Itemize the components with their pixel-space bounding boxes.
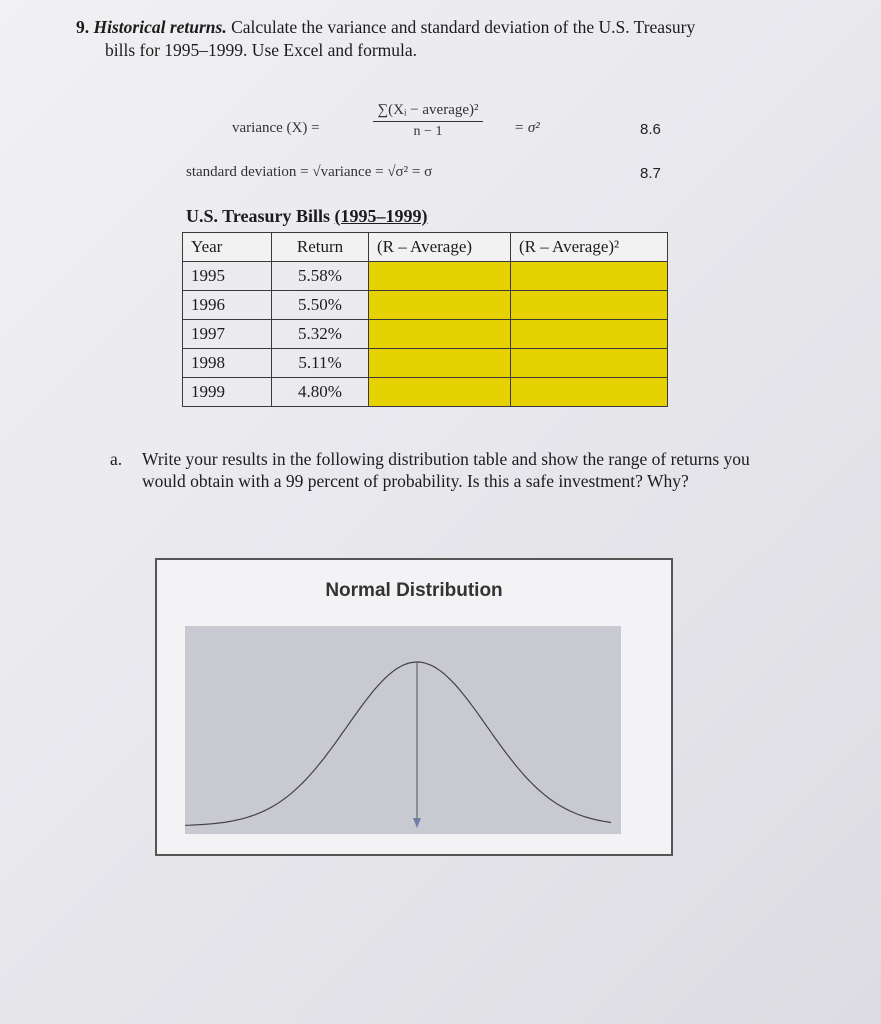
cell-return: 4.80% bbox=[272, 378, 369, 407]
cell-deviation-squared[interactable] bbox=[511, 349, 668, 378]
header-return: Return bbox=[272, 233, 369, 262]
table-row bbox=[183, 349, 668, 378]
table-row bbox=[183, 262, 668, 291]
variance-denominator: n − 1 bbox=[413, 124, 443, 139]
table-title-prefix: U.S. Treasury Bills bbox=[186, 206, 335, 226]
bell-curve bbox=[185, 662, 611, 826]
header-deviation: (R – Average) bbox=[369, 233, 511, 262]
variance-numerator: ∑(Xᵢ − average)² bbox=[373, 102, 482, 122]
cell-deviation-squared[interactable] bbox=[511, 320, 668, 349]
chart-title: Normal Distribution bbox=[325, 580, 503, 601]
cell-year: 1999 bbox=[183, 378, 272, 407]
cell-year: 1997 bbox=[183, 320, 272, 349]
variance-label: variance (X) = bbox=[232, 120, 320, 136]
treasury-bills-table bbox=[182, 232, 668, 407]
table-row bbox=[183, 291, 668, 320]
problem-line-1 bbox=[76, 16, 796, 39]
problem-statement bbox=[76, 16, 796, 62]
part-a-label: a. bbox=[110, 449, 123, 469]
cell-return: 5.11% bbox=[272, 349, 369, 378]
cell-deviation-squared[interactable] bbox=[511, 262, 668, 291]
cell-deviation[interactable] bbox=[369, 320, 511, 349]
problem-text-1: Calculate the variance and standard deviation of the U.S. Treasury bbox=[231, 17, 696, 37]
plot-area bbox=[185, 626, 621, 834]
cell-deviation[interactable] bbox=[369, 262, 511, 291]
table-row bbox=[183, 378, 668, 407]
cell-return: 5.32% bbox=[272, 320, 369, 349]
mean-arrow-icon bbox=[413, 818, 421, 828]
cell-deviation-squared[interactable] bbox=[511, 291, 668, 320]
equation-number-8-6: 8.6 bbox=[640, 121, 661, 138]
cell-deviation-squared[interactable] bbox=[511, 378, 668, 407]
bell-curve-plot bbox=[185, 626, 621, 834]
table-title bbox=[186, 206, 428, 227]
problem-number: 9. bbox=[76, 17, 90, 37]
normal-distribution-chart bbox=[155, 558, 673, 856]
table-header-row bbox=[183, 233, 668, 262]
header-year: Year bbox=[183, 233, 272, 262]
header-deviation-squared: (R – Average)² bbox=[511, 233, 668, 262]
cell-deviation[interactable] bbox=[369, 349, 511, 378]
part-a-text: Write your results in the following distribution table and show the range of returns you would obtain with a 99 percent of probability. Is this a safe investment? Why? bbox=[142, 449, 750, 491]
cell-deviation[interactable] bbox=[369, 378, 511, 407]
cell-return: 5.50% bbox=[272, 291, 369, 320]
cell-year: 1995 bbox=[183, 262, 272, 291]
problem-text-2: bills for 1995–1999. Use Excel and formula. bbox=[105, 40, 418, 60]
table-row bbox=[183, 320, 668, 349]
problem-title: Historical returns. bbox=[93, 17, 227, 37]
cell-year: 1998 bbox=[183, 349, 272, 378]
variance-fraction bbox=[348, 102, 508, 140]
cell-return: 5.58% bbox=[272, 262, 369, 291]
standard-deviation-formula: standard deviation = √variance = √σ² = σ bbox=[186, 164, 433, 180]
part-a bbox=[110, 448, 790, 492]
cell-deviation[interactable] bbox=[369, 291, 511, 320]
table-title-years: (1995–1999) bbox=[334, 206, 428, 226]
cell-year: 1996 bbox=[183, 291, 272, 320]
equation-number-8-7: 8.7 bbox=[640, 165, 661, 182]
variance-result: = σ² bbox=[514, 120, 540, 136]
